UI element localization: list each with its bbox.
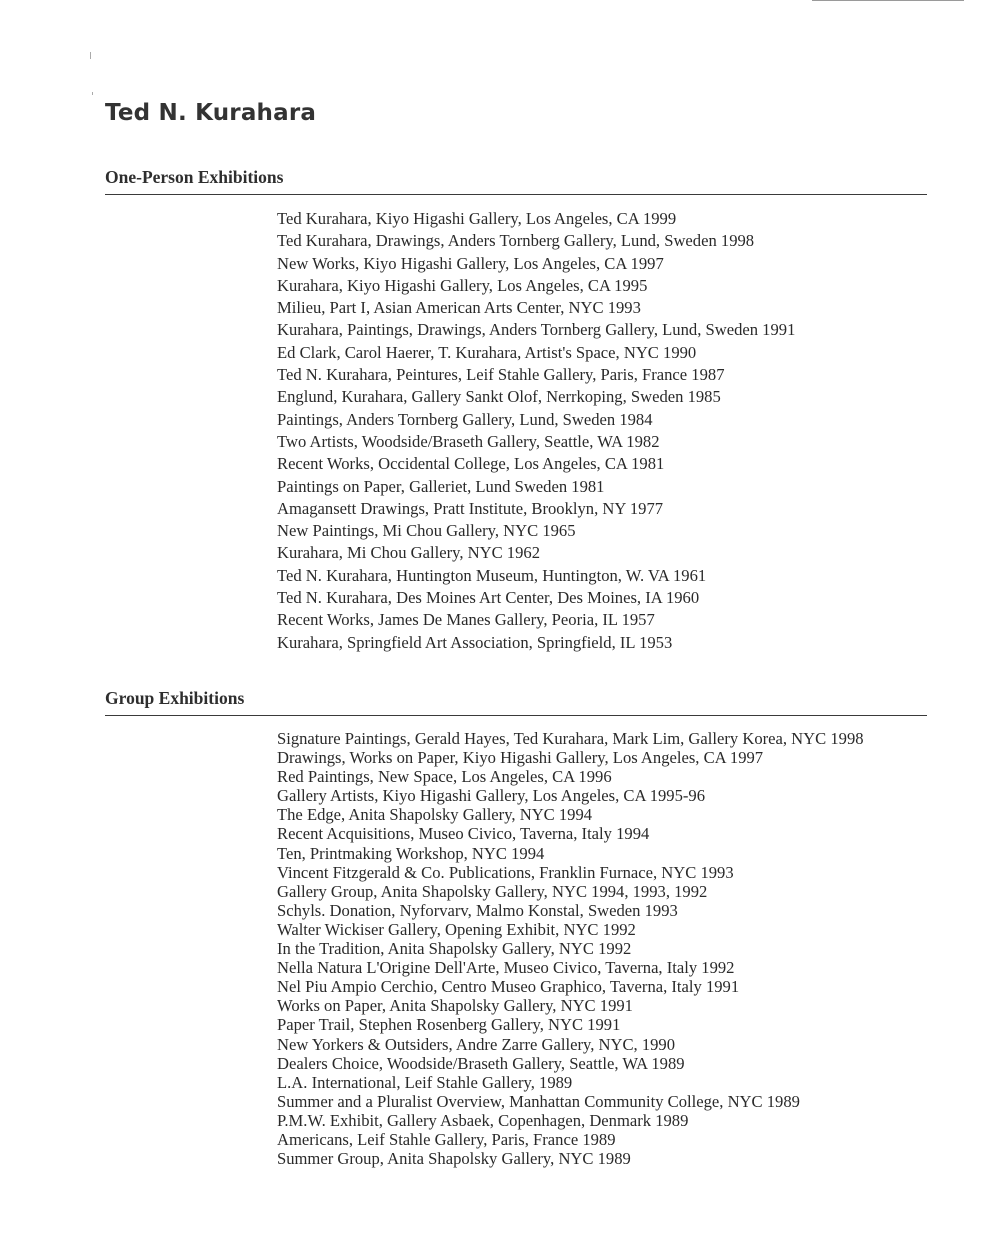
scan-speck	[90, 52, 91, 59]
exhibition-entry: New Yorkers & Outsiders, Andre Zarre Gallery, NYC, 1990	[277, 1034, 676, 1054]
exhibition-entry: Drawings, Works on Paper, Kiyo Higashi Gallery, Los Angeles, CA 1997	[277, 748, 764, 768]
exhibition-entry: Paper Trail, Stephen Rosenberg Gallery, NYC 1991	[277, 1015, 621, 1035]
exhibition-entry: Milieu, Part I, Asian American Arts Center, NYC 1993	[277, 298, 641, 318]
exhibition-entry: In the Tradition, Anita Shapolsky Gallery, NYC 1992	[277, 939, 632, 959]
one-person-heading: One-Person Exhibitions	[105, 167, 284, 187]
exhibition-entry: Paintings, Anders Tornberg Gallery, Lund, Sweden 1984	[277, 409, 653, 429]
scan-edge-line	[812, 0, 964, 1]
exhibition-entry: Summer Group, Anita Shapolsky Gallery, NYC 1989	[277, 1149, 631, 1169]
exhibition-entry: Recent Works, Occidental College, Los Angeles, CA 1981	[277, 454, 665, 474]
exhibition-entry: Walter Wickiser Gallery, Opening Exhibit, NYC 1992	[277, 919, 636, 939]
exhibition-entry: Kurahara, Paintings, Drawings, Anders Tornberg Gallery, Lund, Sweden 1991	[277, 320, 796, 340]
exhibition-entry: Signature Paintings, Gerald Hayes, Ted Kurahara, Mark Lim, Gallery Korea, NYC 1998	[277, 729, 864, 748]
exhibition-entry: Ted Kurahara, Drawings, Anders Tornberg Gallery, Lund, Sweden 1998	[277, 231, 755, 251]
group-divider	[105, 715, 927, 716]
exhibition-entry: Ted Kurahara, Kiyo Higashi Gallery, Los Angeles, CA 1999	[277, 209, 677, 228]
exhibition-entry: Two Artists, Woodside/Braseth Gallery, Seattle, WA 1982	[277, 431, 660, 451]
exhibition-entry: Gallery Artists, Kiyo Higashi Gallery, Los Angeles, CA 1995-96	[277, 786, 706, 806]
exhibition-entry: Recent Acquisitions, Museo Civico, Taverna, Italy 1994	[277, 824, 650, 844]
artist-name: Ted N. Kurahara	[105, 100, 317, 126]
exhibition-entry: Kurahara, Kiyo Higashi Gallery, Los Angeles, CA 1995	[277, 275, 648, 295]
exhibition-entry: Americans, Leif Stahle Gallery, Paris, France 1989	[277, 1129, 616, 1149]
exhibition-entry: Summer and a Pluralist Overview, Manhattan Community College, NYC 1989	[277, 1091, 800, 1111]
one-person-list	[277, 208, 795, 654]
exhibition-entry: Ted N. Kurahara, Des Moines Art Center, Des Moines, IA 1960	[277, 588, 700, 608]
exhibition-entry: Nella Natura L'Origine Dell'Arte, Museo Civico, Taverna, Italy 1992	[277, 958, 735, 978]
exhibition-entry: Englund, Kurahara, Gallery Sankt Olof, Nerrkoping, Sweden 1985	[277, 387, 721, 407]
exhibition-entry: New Paintings, Mi Chou Gallery, NYC 1965	[277, 521, 576, 541]
exhibition-entry: L.A. International, Leif Stahle Gallery, 1989	[277, 1072, 573, 1092]
exhibition-entry: Vincent Fitzgerald & Co. Publications, Franklin Furnace, NYC 1993	[277, 862, 734, 882]
exhibition-entry: Amagansett Drawings, Pratt Institute, Brooklyn, NY 1977	[277, 498, 664, 518]
one-person-divider	[105, 194, 927, 195]
exhibition-entry: Red Paintings, New Space, Los Angeles, CA 1996	[277, 767, 612, 787]
exhibition-entry: Works on Paper, Anita Shapolsky Gallery, NYC 1991	[277, 996, 633, 1016]
exhibition-entry: Ted N. Kurahara, Huntington Museum, Huntington, W. VA 1961	[277, 565, 707, 585]
exhibition-entry: Ed Clark, Carol Haerer, T. Kurahara, Artist's Space, NYC 1990	[277, 342, 697, 362]
exhibition-entry: New Works, Kiyo Higashi Gallery, Los Angeles, CA 1997	[277, 253, 664, 273]
exhibition-entry: The Edge, Anita Shapolsky Gallery, NYC 1994	[277, 805, 593, 825]
exhibition-entry: Paintings on Paper, Galleriet, Lund Sweden 1981	[277, 476, 605, 496]
exhibition-entry: Kurahara, Mi Chou Gallery, NYC 1962	[277, 543, 540, 563]
group-list	[277, 729, 864, 1168]
exhibition-entry: Schyls. Donation, Nyforvarv, Malmo Konstal, Sweden 1993	[277, 900, 678, 920]
exhibition-entry: Gallery Group, Anita Shapolsky Gallery, NYC 1994, 1993, 1992	[277, 881, 708, 901]
exhibition-entry: P.M.W. Exhibit, Gallery Asbaek, Copenhagen, Denmark 1989	[277, 1110, 689, 1130]
scan-speck	[92, 92, 93, 95]
exhibition-entry: Nel Piu Ampio Cerchio, Centro Museo Graphico, Taverna, Italy 1991	[277, 977, 740, 997]
exhibition-entry: Dealers Choice, Woodside/Braseth Gallery, Seattle, WA 1989	[277, 1053, 685, 1073]
exhibition-entry: Kurahara, Springfield Art Association, Springfield, IL 1953	[277, 632, 673, 652]
group-heading: Group Exhibitions	[105, 688, 245, 708]
exhibition-entry: Ted N. Kurahara, Peintures, Leif Stahle Gallery, Paris, France 1987	[277, 365, 725, 385]
exhibition-entry: Ten, Printmaking Workshop, NYC 1994	[277, 843, 545, 863]
exhibition-entry: Recent Works, James De Manes Gallery, Peoria, IL 1957	[277, 610, 655, 630]
